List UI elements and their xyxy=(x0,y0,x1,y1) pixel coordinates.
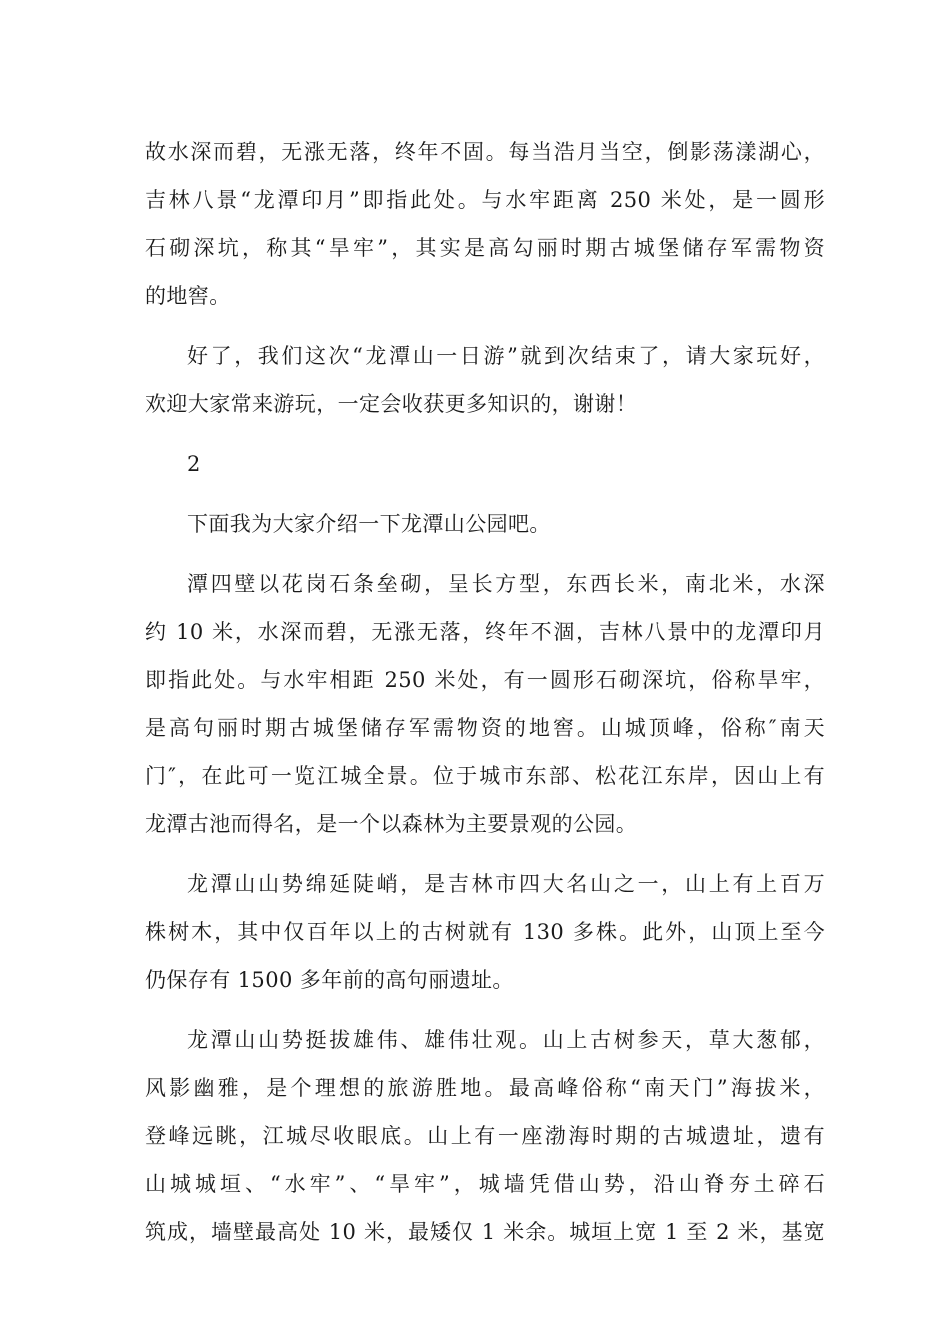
text-line: 吉林八景“龙潭印月”即指此处。与水牢距离 250 米处，是一圆形 xyxy=(145,188,825,212)
document-body xyxy=(145,128,825,1256)
text-line: 即指此处。与水牢相距 250 米处，有一圆形石砌深坑，俗称旱牢， xyxy=(145,668,825,692)
text-line: 龙潭山山势挺拔雄伟、雄伟壮观。山上古树参天，草大葱郁， xyxy=(187,1028,825,1052)
text-line: 欢迎大家常来游玩，一定会收获更多知识的，谢谢！ xyxy=(145,392,638,416)
text-line: 龙潭山山势绵延陡峭，是吉林市四大名山之一，山上有上百万 xyxy=(187,872,825,896)
text-line: 山城城垣、“水牢”、“旱牢”，城墙凭借山势，沿山脊夯土碎石 xyxy=(145,1172,825,1196)
paragraph-closing xyxy=(145,332,825,428)
text-line: 仍保存有 1500 多年前的高句丽遗址。 xyxy=(145,968,514,992)
paragraph-mountain-trees xyxy=(145,860,825,1004)
text-line: 龙潭古池而得名，是一个以森林为主要景观的公园。 xyxy=(145,812,638,836)
paragraph-intro xyxy=(145,500,825,548)
paragraph-continued xyxy=(145,128,825,320)
text-line: 门″，在此可一览江城全景。位于城市东部、松花江东岸，因山上有 xyxy=(145,764,825,788)
text-line: 是高句丽时期古城堡储存军需物资的地窖。山城顶峰，俗称″南天 xyxy=(145,716,825,740)
text-line: 下面我为大家介绍一下龙潭山公园吧。 xyxy=(187,512,551,536)
text-line: 石砌深坑，称其“旱牢”，其实是高勾丽时期古城堡储存军需物资 xyxy=(145,236,825,260)
section-number xyxy=(145,440,825,488)
text-line: 好了，我们这次“龙潭山一日游”就到次结束了，请大家玩好， xyxy=(187,344,825,368)
text-line: 潭四壁以花岗石条垒砌，呈长方型，东西长米，南北米，水深 xyxy=(187,572,825,596)
text-line: 风影幽雅，是个理想的旅游胜地。最高峰俗称“南天门”海拔米， xyxy=(145,1076,825,1100)
text-line: 故水深而碧，无涨无落，终年不固。每当浩月当空，倒影荡漾湖心， xyxy=(145,140,825,164)
text-line: 登峰远眺，江城尽收眼底。山上有一座渤海时期的古城遗址，遗有 xyxy=(145,1124,825,1148)
text-line: 约 10 米，水深而碧，无涨无落，终年不涸，吉林八景中的龙潭印月 xyxy=(145,620,825,644)
text-line: 株树木，其中仅百年以上的古树就有 130 多株。此外，山顶上至今 xyxy=(145,920,825,944)
paragraph-pool-description xyxy=(145,560,825,848)
section-number-text: 2 xyxy=(187,452,201,476)
paragraph-mountain-scenery xyxy=(145,1016,825,1256)
text-line: 的地窖。 xyxy=(145,284,231,308)
text-line: 筑成，墙壁最高处 10 米，最矮仅 1 米余。城垣上宽 1 至 2 米，基宽 xyxy=(145,1220,825,1244)
